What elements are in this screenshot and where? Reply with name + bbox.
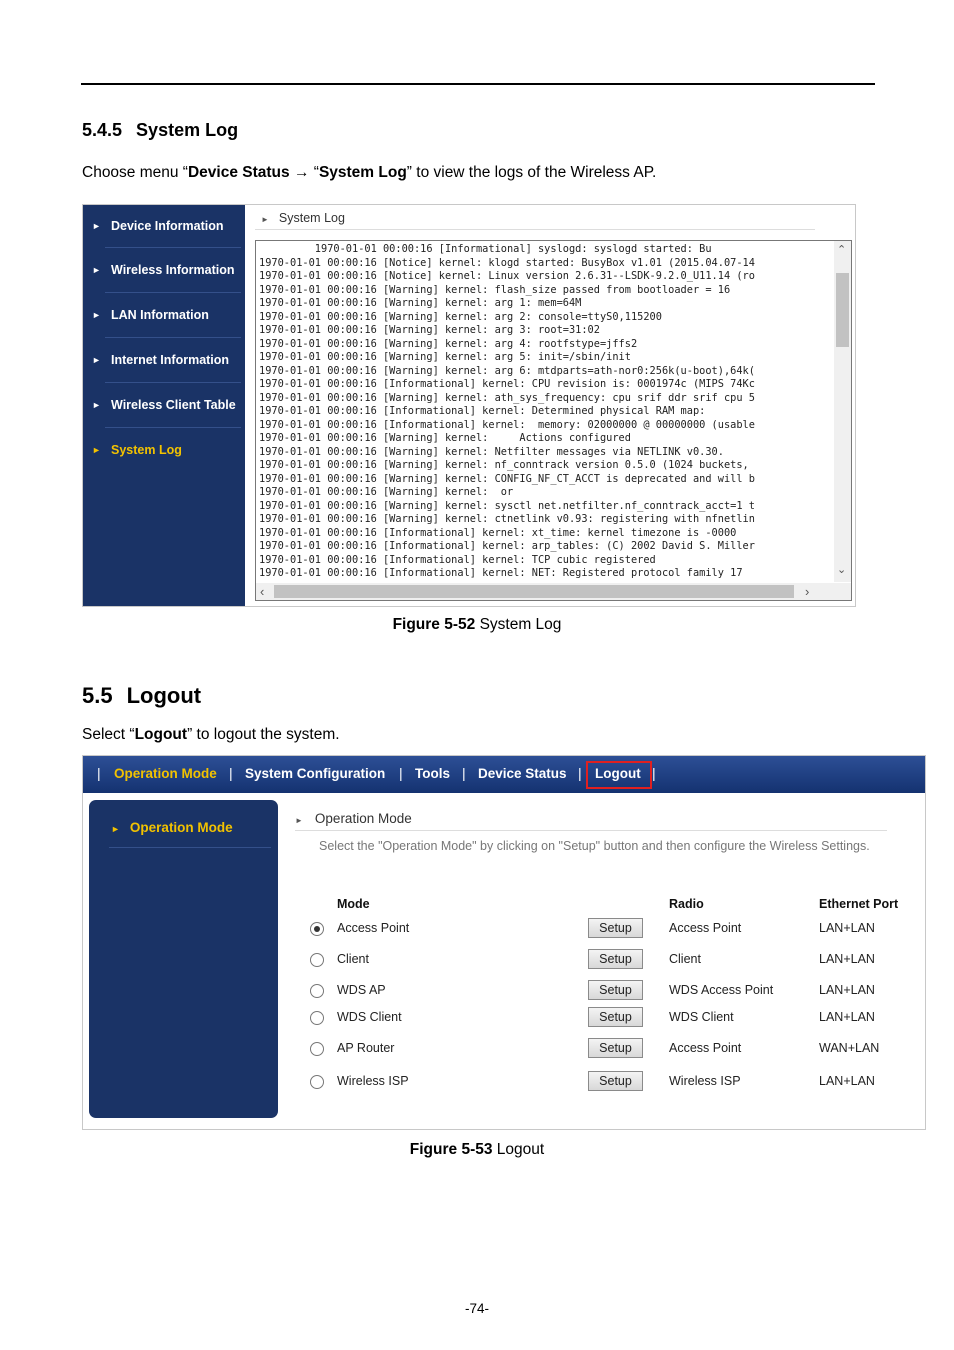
nav-separator: | bbox=[229, 765, 233, 781]
sidebar-item-wireless-information[interactable]: ► Wireless Information bbox=[92, 263, 235, 277]
ethernet-label: LAN+LAN bbox=[819, 1074, 875, 1088]
device-status-sidebar bbox=[83, 205, 245, 606]
radio-label: Access Point bbox=[669, 1041, 742, 1055]
mode-radio-access-point[interactable] bbox=[310, 922, 324, 936]
system-log-intro bbox=[82, 164, 656, 182]
table-row bbox=[83, 1071, 925, 1095]
sidebar-item-system-log[interactable]: ► System Log bbox=[92, 443, 182, 457]
sidebar-item-lan-information[interactable]: ► LAN Information bbox=[92, 308, 209, 322]
mode-radio-wireless-isp[interactable] bbox=[310, 1075, 324, 1089]
intro-menu-device-status: Device Status bbox=[187, 164, 290, 181]
tab-tools[interactable]: Tools bbox=[415, 766, 450, 781]
nav-separator: | bbox=[462, 765, 466, 781]
chevron-left-icon[interactable]: ‹ bbox=[260, 584, 265, 599]
log-line: 1970-01-01 00:00:16 [Informational] kernel: TCP cubic registered bbox=[259, 553, 656, 566]
log-line: 1970-01-01 00:00:16 [Warning] kernel: Actions configured bbox=[259, 432, 631, 444]
log-line: 1970-01-01 00:00:16 [Warning] kernel: Netfilter messages via NETLINK v0.30. bbox=[259, 445, 724, 458]
log-line: 1970-01-01 00:00:16 [Warning] kernel: or bbox=[259, 486, 514, 498]
log-line: 1970-01-01 00:00:16 [Informational] kernel: NET: Registered protocol family 17 bbox=[259, 567, 743, 579]
intro-text-end: ” to view the logs of the Wireless AP. bbox=[406, 164, 657, 181]
column-header-ethernet-port: Ethernet Port bbox=[819, 897, 899, 911]
column-header-mode: Mode bbox=[337, 897, 370, 911]
log-line: 1970-01-01 00:00:16 [Informational] kernel: Determined physical RAM map: bbox=[259, 405, 706, 417]
log-line: 1970-01-01 00:00:16 [Warning] kernel: sysctl net.netfilter.nf_conntrack_acct=1 t bbox=[259, 499, 755, 512]
log-line: 1970-01-01 00:00:16 [Warning] kernel: arg 6: mtdparts=ath-nor0:256k(u-boot),64k( bbox=[259, 364, 755, 377]
table-row bbox=[83, 1007, 925, 1031]
setup-button[interactable]: Setup bbox=[588, 918, 643, 938]
sidebar-divider bbox=[105, 427, 241, 428]
mode-label: Access Point bbox=[337, 921, 410, 935]
setup-button[interactable]: Setup bbox=[588, 1038, 643, 1058]
mode-radio-wds-client[interactable] bbox=[310, 1011, 324, 1025]
play-arrow-icon: ► bbox=[295, 816, 303, 825]
intro-logout-bold: Logout bbox=[134, 726, 188, 743]
radio-label: Wireless ISP bbox=[669, 1074, 741, 1088]
sidebar-divider bbox=[109, 847, 271, 848]
log-line: 1970-01-01 00:00:16 [Warning] kernel: arg 3: root=31:02 bbox=[259, 324, 600, 336]
sidebar-divider bbox=[105, 337, 241, 338]
log-line: 1970-01-01 00:00:16 [Warning] kernel: arg 5: init=/sbin/init bbox=[259, 351, 631, 363]
intro-menu-system-log: System Log bbox=[318, 164, 407, 181]
system-log-textarea[interactable] bbox=[255, 240, 852, 601]
section-title: System Log bbox=[136, 120, 239, 140]
figure-52-caption: Figure 5-52 System Log bbox=[392, 616, 562, 633]
mode-radio-wds-ap[interactable] bbox=[310, 984, 324, 998]
sidebar-item-wireless-client-table[interactable]: ► Wireless Client Table bbox=[92, 398, 236, 412]
mode-label: Client bbox=[337, 952, 369, 966]
play-arrow-icon: ► bbox=[111, 824, 120, 834]
panel-title-divider bbox=[295, 830, 887, 831]
horizontal-scroll-thumb[interactable] bbox=[274, 585, 794, 598]
setup-button[interactable]: Setup bbox=[588, 1071, 643, 1091]
intro-arrow: → “ bbox=[289, 164, 319, 181]
system-log-content bbox=[259, 243, 829, 581]
mode-radio-client[interactable] bbox=[310, 953, 324, 967]
log-line: 1970-01-01 00:00:16 [Informational] kernel: CPU revision is: 0001974c (MIPS 74Kc bbox=[259, 378, 755, 390]
mode-label: Wireless ISP bbox=[337, 1074, 409, 1088]
ethernet-label: LAN+LAN bbox=[819, 952, 875, 966]
page-number: -74- bbox=[464, 1301, 489, 1316]
play-arrow-icon: ► bbox=[92, 445, 101, 455]
sidebar-divider bbox=[105, 247, 241, 248]
log-line: 1970-01-01 00:00:16 [Warning] kernel: ctnetlink v0.93: registering with nfnetlin bbox=[259, 513, 755, 525]
section-title: Logout bbox=[126, 683, 202, 708]
intro-text: Choose menu “ bbox=[82, 164, 188, 181]
radio-label: Client bbox=[669, 952, 701, 966]
play-arrow-icon: ► bbox=[92, 310, 101, 320]
setup-button[interactable]: Setup bbox=[588, 1007, 643, 1027]
horizontal-scrollbar[interactable] bbox=[256, 583, 851, 600]
column-header-radio: Radio bbox=[669, 897, 704, 911]
chevron-up-icon[interactable]: ⌃ bbox=[837, 244, 847, 256]
play-arrow-icon: ► bbox=[92, 355, 101, 365]
radio-label: WDS Access Point bbox=[669, 983, 774, 997]
panel-title-divider bbox=[255, 229, 815, 230]
log-line: 1970-01-01 00:00:16 [Informational] kernel: memory: 02000000 @ 00000000 (usable bbox=[259, 418, 755, 431]
table-row bbox=[83, 949, 925, 973]
mode-radio-ap-router[interactable] bbox=[310, 1042, 324, 1056]
mode-label: WDS AP bbox=[337, 983, 386, 997]
nav-separator: | bbox=[652, 765, 656, 781]
tab-device-status[interactable]: Device Status bbox=[478, 766, 567, 781]
log-line: 1970-01-01 00:00:16 [Warning] kernel: nf_conntrack version 0.5.0 (1024 buckets, bbox=[259, 459, 755, 471]
figure-53-caption: Figure 5-53 Logout bbox=[409, 1141, 545, 1158]
panel-title: ► Operation Mode bbox=[295, 811, 412, 826]
nav-separator: | bbox=[578, 765, 582, 781]
setup-button[interactable]: Setup bbox=[588, 980, 643, 1000]
play-arrow-icon: ► bbox=[92, 221, 101, 231]
table-row bbox=[83, 1038, 925, 1062]
log-line: 1970-01-01 00:00:16 [Notice] kernel: klogd started: BusyBox v1.01 (2015.04.07-14 bbox=[259, 256, 755, 269]
section-heading-logout bbox=[82, 683, 201, 709]
vertical-scroll-thumb[interactable] bbox=[836, 273, 849, 347]
play-arrow-icon: ► bbox=[92, 265, 101, 275]
sidebar-divider bbox=[105, 382, 241, 383]
chevron-down-icon[interactable]: ⌄ bbox=[837, 564, 847, 576]
log-line: 1970-01-01 00:00:16 [Informational] kernel: arp_tables: (C) 2002 David S. Miller bbox=[259, 540, 755, 552]
panel-title: ► System Log bbox=[261, 211, 345, 225]
log-line: 1970-01-01 00:00:16 [Warning] kernel: arg 2: console=ttyS0,115200 bbox=[259, 310, 662, 323]
tab-system-configuration[interactable]: System Configuration bbox=[245, 766, 386, 781]
log-line: 1970-01-01 00:00:16 [Informational] kernel: xt_time: kernel timezone is -0000 bbox=[259, 526, 737, 539]
log-line: 1970-01-01 00:00:16 [Informational] syslogd: syslogd started: Bu bbox=[259, 243, 712, 255]
play-arrow-icon: ► bbox=[261, 215, 269, 224]
mode-label: AP Router bbox=[337, 1041, 395, 1055]
header-rule bbox=[81, 83, 875, 85]
setup-button[interactable]: Setup bbox=[588, 949, 643, 969]
play-arrow-icon: ► bbox=[92, 400, 101, 410]
nav-separator: | bbox=[97, 765, 101, 781]
radio-label: WDS Client bbox=[669, 1010, 734, 1024]
sidebar-item-internet-information[interactable]: ► Internet Information bbox=[92, 353, 230, 367]
log-line: 1970-01-01 00:00:16 [Warning] kernel: flash_size passed from bootloader = 16 bbox=[259, 283, 731, 296]
section-heading-system-log bbox=[82, 120, 238, 141]
ethernet-label: LAN+LAN bbox=[819, 983, 875, 997]
ethernet-label: LAN+LAN bbox=[819, 1010, 875, 1024]
log-line: 1970-01-01 00:00:16 [Warning] kernel: ath_sys_frequency: cpu srif ddr srif cpu 5 bbox=[259, 391, 755, 404]
section-number: 5.4.5 bbox=[82, 120, 123, 140]
nav-separator: | bbox=[399, 765, 403, 781]
ethernet-label: LAN+LAN bbox=[819, 921, 875, 935]
sidebar-divider bbox=[105, 292, 241, 293]
log-line: 1970-01-01 00:00:16 [Warning] kernel: arg 1: mem=64M bbox=[259, 297, 582, 309]
figure-system-log-screenshot bbox=[82, 204, 856, 607]
sidebar-item-operation-mode[interactable]: ► Operation Mode bbox=[111, 820, 233, 835]
log-line: 1970-01-01 00:00:16 [Warning] kernel: arg 4: rootfstype=jffs2 bbox=[259, 337, 638, 350]
chevron-right-icon[interactable]: › bbox=[805, 584, 810, 599]
log-line: 1970-01-01 00:00:16 [Notice] kernel: Linux version 2.6.31--LSDK-9.2.0_U11.14 (ro bbox=[259, 270, 755, 282]
sidebar-item-device-information[interactable]: ► Device Information bbox=[92, 219, 224, 233]
table-row bbox=[83, 918, 925, 942]
top-navigation-bar bbox=[83, 756, 925, 793]
log-line: 1970-01-01 00:00:16 [Warning] kernel: CONFIG_NF_CT_ACCT is deprecated and will b bbox=[259, 472, 755, 485]
vertical-scrollbar[interactable] bbox=[834, 241, 851, 582]
figure-logout-screenshot bbox=[82, 755, 926, 1130]
section-number: 5.5 bbox=[82, 683, 113, 708]
logout-intro: Select “Logout” to logout the system. bbox=[82, 726, 340, 743]
radio-label: Access Point bbox=[669, 921, 742, 935]
mode-label: WDS Client bbox=[337, 1010, 402, 1024]
tab-operation-mode[interactable]: Operation Mode bbox=[114, 766, 217, 781]
operation-mode-description: Select the "Operation Mode" by clicking on "Setup" button and then configure the Wireless Settings. bbox=[319, 839, 870, 853]
tab-logout[interactable]: Logout bbox=[595, 766, 641, 781]
ethernet-label: WAN+LAN bbox=[819, 1041, 880, 1055]
table-row bbox=[83, 980, 925, 1004]
